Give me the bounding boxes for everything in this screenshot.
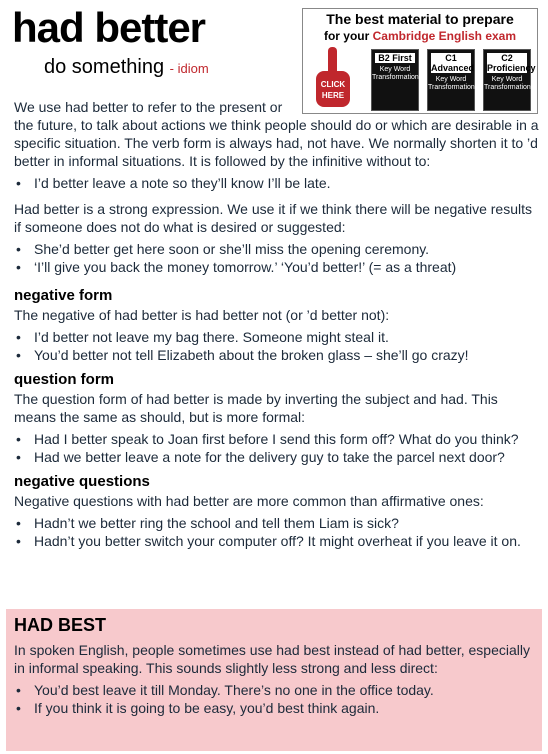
book-cover-c2[interactable]: C2 Proficiency Key Word Transformation (483, 49, 531, 111)
book-cover-c1[interactable]: C1 Advanced Key Word Transformation (427, 49, 475, 111)
had-best-heading: HAD BEST (14, 615, 107, 635)
negative-text: The negative of had better is had better not (or ’d better not): (14, 307, 390, 323)
example-item: • I’d better not leave my bag there. Someone might steal it. (14, 328, 542, 346)
example-item: • ‘I’ll give you back the money tomorrow.’ ‘You’d better!’ (= as a threat) (14, 258, 542, 276)
intro-paragraph: We use had better to refer to the present or the future, to talk about actions we think people should do or which are desirable in a specific situation. The verb form is always had, not have. We normally shorten it to ’d better in informal situations. It is followed by the infinitive without to: (14, 99, 539, 169)
page-title: had better (12, 4, 206, 51)
subtitle-text: do something (44, 56, 165, 78)
example-item: • Had I better speak to Joan first before I send this form off? What do you think? (14, 430, 542, 448)
negq-text: Negative questions with had better are more common than affirmative ones: (14, 493, 484, 509)
ad-highlight: Cambridge English exam (372, 29, 517, 43)
book-cover-b2[interactable]: B2 First Key Word Transformation (371, 49, 419, 111)
ad-subheadline: for your Cambridge English exam (323, 29, 517, 43)
example-item: • You’d better not tell Elizabeth about the broken glass – she’ll go crazy! (14, 346, 542, 364)
example-item: • Had we better leave a note for the delivery guy to take the parcel next door? (14, 448, 542, 466)
example-item: • Hadn’t we better ring the school and tell them Liam is sick? (14, 514, 542, 532)
intro-section (14, 98, 542, 550)
svg-text:CLICK: CLICK (320, 80, 346, 89)
example-item: • If you think it is going to be easy, you’d best think again. (14, 699, 536, 717)
idiom-tag: idiom (177, 61, 209, 76)
ad-headline: The best material to prepare (326, 11, 514, 27)
page-subtitle: do something - idiom (44, 56, 209, 78)
had-best-section (14, 641, 536, 717)
section-heading-question: question form (14, 371, 114, 388)
intro-paragraph-2: Had better is a strong expression. We use it if we think there will be negative results if someone does not do what is desired or suggested: (14, 201, 532, 235)
example-item: • I’d better leave a note so they’ll know I’ll be late. (14, 174, 542, 192)
had-best-text: In spoken English, people sometimes use had best instead of had better, especially in informal speaking. This sounds slightly less strong and less direct: (14, 642, 530, 676)
example-item: • She’d better get here soon or she’ll miss the opening ceremony. (14, 240, 542, 258)
had-best-box (6, 609, 542, 751)
section-heading-negative: negative form (14, 287, 113, 304)
svg-text:HERE: HERE (321, 91, 345, 100)
example-item: • Hadn’t you better switch your computer off? It might overheat if you leave it on. (14, 532, 542, 550)
example-item: • You’d best leave it till Monday. There’s no one in the office today. (14, 681, 536, 699)
question-text: The question form of had better is made by inverting the subject and had. This means the same as should, but is more formal: (14, 391, 498, 425)
section-heading-negative-questions: negative questions (14, 473, 150, 490)
